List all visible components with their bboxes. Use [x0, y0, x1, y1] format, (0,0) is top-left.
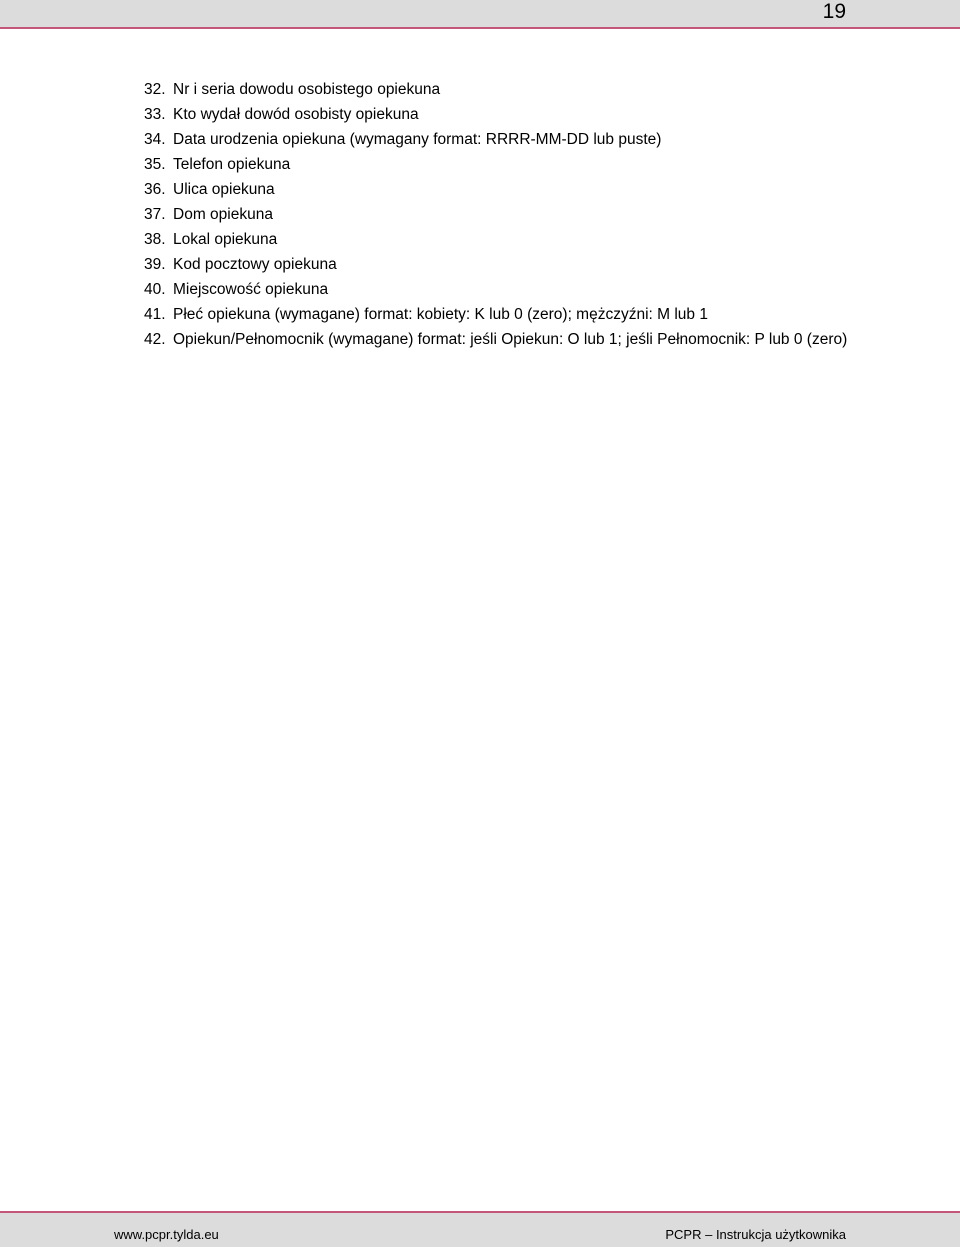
list-item — [144, 177, 849, 202]
list-item — [144, 302, 849, 327]
list-item-text: Dom opiekuna — [173, 206, 273, 223]
list-item-text: Telefon opiekuna — [173, 156, 291, 173]
list-item-number: 33. — [144, 106, 166, 123]
list-item — [144, 202, 849, 227]
list-item — [144, 77, 849, 102]
list-item-text: Nr i seria dowodu osobistego opiekuna — [173, 81, 441, 98]
list-item-number: 42. — [144, 331, 166, 348]
list-item — [144, 102, 849, 127]
list-item-number: 39. — [144, 256, 166, 273]
header-bar — [0, 0, 960, 29]
list-item-number: 32. — [144, 81, 166, 98]
list-item-text: Miejscowość opiekuna — [173, 281, 329, 298]
list-item-text: Data urodzenia opiekuna (wymagany format: RRRR-MM-DD lub puste) — [173, 131, 662, 148]
list-item-text: Płeć opiekuna (wymagane) format: kobiety: K lub 0 (zero); mężczyźni: M lub 1 — [173, 306, 708, 323]
list-item — [144, 252, 849, 277]
list-item-number: 38. — [144, 231, 166, 248]
list-item — [144, 227, 849, 252]
list-item — [144, 327, 849, 352]
list-item-number: 36. — [144, 181, 166, 198]
list-item-text: Kto wydał dowód osobisty opiekuna — [173, 106, 419, 123]
list-item-number: 41. — [144, 306, 166, 323]
page-number: 19 — [822, 0, 846, 23]
list-item — [144, 152, 849, 177]
list-item-text: Kod pocztowy opiekuna — [173, 256, 337, 273]
list-item-number: 35. — [144, 156, 166, 173]
field-list — [144, 77, 849, 352]
list-item-text: Opiekun/Pełnomocnik (wymagane) format: jeśli Opiekun: O lub 1; jeśli Pełnomocnik: P lub 0 (zero) — [173, 331, 848, 348]
list-item-text: Lokal opiekuna — [173, 231, 278, 248]
list-item — [144, 127, 849, 152]
list-item-number: 40. — [144, 281, 166, 298]
list-item-number: 37. — [144, 206, 166, 223]
footer-document-title: PCPR – Instrukcja użytkownika — [665, 1227, 846, 1242]
list-item — [144, 277, 849, 302]
list-item-number: 34. — [144, 131, 166, 148]
footer-website: www.pcpr.tylda.eu — [114, 1227, 219, 1242]
list-item-text: Ulica opiekuna — [173, 181, 275, 198]
